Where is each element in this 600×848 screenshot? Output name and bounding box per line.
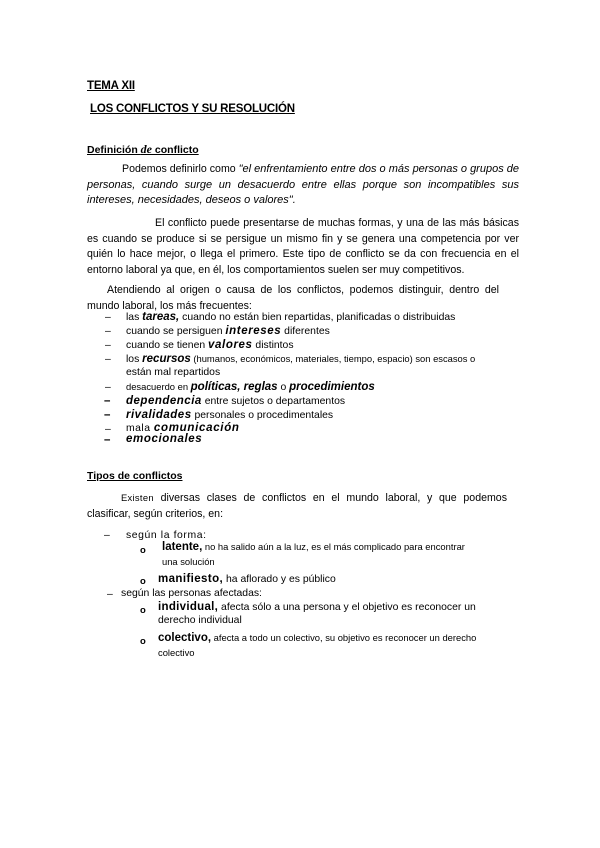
list-dash: –	[105, 382, 111, 393]
tema-title: TEMA XII	[87, 80, 135, 92]
individual-continuation: derecho individual	[158, 615, 242, 626]
list-dash: –	[104, 409, 111, 421]
list-dash: –	[105, 326, 111, 337]
list-dash: –	[104, 530, 110, 541]
tipos-heading: Tipos de conflictos	[87, 470, 183, 482]
origen-paragraph: Atendiendo al origen o causa de los conflictos, podemos distinguir, dentro del mundo laboral, los más frecuentes:	[87, 284, 499, 312]
forma-label: según la forma:	[126, 530, 207, 541]
list-item: dependencia entre sujetos o departamentos	[126, 395, 346, 407]
list-item: las tareas, cuando no están bien repartidas, planificadas o distribuidas	[126, 311, 456, 323]
list-dash: –	[107, 589, 113, 600]
list-item: desacuerdo en políticas, reglas o procedimientos	[126, 381, 375, 393]
list-item-continuation: están mal repartidos	[126, 367, 221, 378]
definicion-heading: Definición de conflicto	[87, 142, 199, 156]
list-dash: –	[105, 340, 111, 351]
list-item: los recursos (humanos, económicos, materiales, tiempo, espacio) son escasos o	[126, 353, 476, 365]
page-title: LOS CONFLICTOS Y SU RESOLUCIÓN	[90, 103, 295, 115]
list-item: cuando se persiguen intereses diferentes	[126, 325, 330, 337]
bullet-icon: o	[140, 636, 146, 647]
conflicto-paragraph: El conflicto puede presentarse de muchas formas, y una de las más básicas es cuando se produce si se persigue un mismo fin y se genera una competencia por ver quién lo hace mejor, o llega el primero. Este tipo de conflicto se da con frecuencia en el entorno laboral ya que, en él, los comportamientos suelen ser muy competitivos.	[87, 217, 519, 276]
tipos-paragraph: Existen diversas clases de conflictos en el mundo laboral, y que podemos clasificar, según criterios, en:	[87, 492, 507, 520]
bullet-icon: o	[140, 576, 146, 587]
list-item: emocionales	[126, 433, 203, 445]
bullet-icon: o	[140, 545, 146, 556]
individual-item: individual, afecta sólo a una persona y el objetivo es reconocer un	[158, 601, 476, 613]
list-dash: –	[105, 354, 111, 365]
latente-item: latente, no ha salido aún a la luz, es el más complicado para encontrar	[162, 541, 465, 553]
bullet-icon: o	[140, 605, 146, 616]
colectivo-item: colectivo, afecta a todo un colectivo, su objetivo es reconocer un derecho	[158, 632, 477, 644]
definicion-paragraph: Podemos definirlo como "el enfrentamiento entre dos o más personas o grupos de personas, cuando surge un desacuerdo entre ellas porque son incompatibles sus intereses, necesidades, deseos o valores".	[87, 163, 520, 206]
list-item: rivalidades personales o procedimentales	[126, 409, 334, 421]
colectivo-continuation: colectivo	[158, 647, 195, 658]
manifiesto-item: manifiesto, ha aflorado y es público	[158, 573, 336, 585]
list-item: cuando se tienen valores distintos	[126, 339, 294, 351]
list-dash: –	[104, 434, 111, 446]
list-item: mala comunicación	[126, 422, 240, 434]
list-dash: –	[105, 424, 111, 435]
personas-label: según las personas afectadas:	[121, 588, 262, 599]
latente-continuation: una solución	[162, 556, 215, 567]
list-dash: –	[104, 395, 111, 407]
list-dash: –	[105, 312, 111, 323]
